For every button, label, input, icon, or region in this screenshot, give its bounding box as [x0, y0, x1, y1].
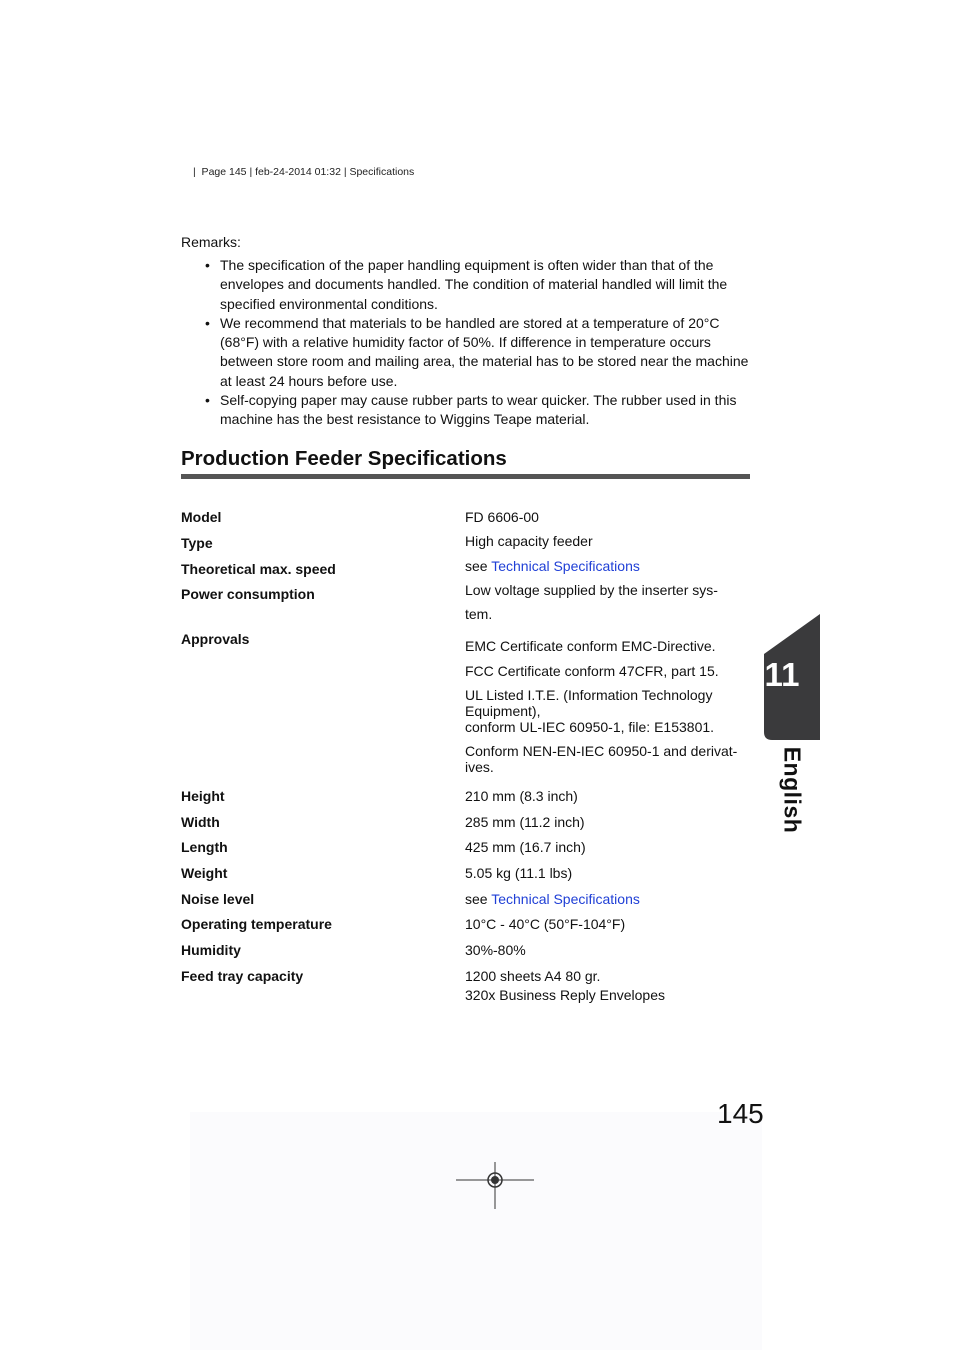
approval-ul-line3: conform UL-IEC 60950-1, file: E153801. [465, 719, 715, 735]
see-text: see [465, 891, 488, 907]
spec-value-tray-line2: 320x Business Reply Envelopes [465, 987, 666, 1003]
running-header: | Page 145 | feb-24-2014 01:32 | Specifications [193, 166, 415, 178]
approval-emc: EMC Certificate conform EMC-Directive. [465, 638, 716, 654]
spec-label-tray: Feed tray capacity [181, 968, 304, 984]
approval-nen-line2: ives. [465, 759, 494, 775]
bullet-icon: • [205, 257, 210, 273]
technical-specifications-link[interactable]: Technical Specifications [491, 891, 640, 907]
spec-label-power: Power consumption [181, 586, 315, 602]
list-item [181, 256, 751, 314]
spec-value-length: 425 mm (16.7 inch) [465, 839, 586, 855]
chapter-number: 11 [764, 656, 800, 693]
page-number: 145 [717, 1098, 764, 1129]
spec-label-height: Height [181, 788, 225, 804]
spec-label-noise: Noise level [181, 891, 255, 907]
approval-nen-line1: Conform NEN-EN-IEC 60950-1 and derivat- [465, 743, 738, 759]
approval-ul-line2: Equipment), [465, 703, 541, 719]
spec-value-speed [465, 558, 750, 574]
spec-value-humidity: 30%-80% [465, 942, 526, 958]
technical-specifications-link[interactable]: Technical Specifications [491, 558, 640, 574]
language-label: English [779, 746, 806, 834]
section-divider [181, 474, 750, 479]
remark-text: We recommend that materials to be handled are stored at a temperature of 20°C (68°F) with a relative humidity factor of 50%. If difference in temperature occurs between store room and mailing area, the material has to be stored near the machine at least 24 hours before use. [220, 314, 749, 389]
spec-value-power-line1: Low voltage supplied by the inserter sys- [465, 582, 718, 598]
spec-label-speed: Theoretical max. speed [181, 561, 336, 577]
spec-value-width: 285 mm (11.2 inch) [465, 814, 585, 830]
see-text: see [465, 558, 488, 574]
spec-value-noise [465, 891, 750, 907]
bullet-icon: • [205, 314, 210, 331]
spec-value-weight: 5.05 kg (11.1 lbs) [465, 865, 573, 881]
spec-value-type: High capacity feeder [465, 533, 593, 549]
spec-label-weight: Weight [181, 865, 228, 881]
approval-ul-line1: UL Listed I.T.E. (Information Technology [465, 687, 713, 703]
bullet-icon: • [205, 392, 210, 409]
spec-label-type: Type [181, 535, 213, 551]
spec-label-temperature: Operating temperature [181, 916, 332, 932]
spec-value-tray-line1: 1200 sheets A4 80 gr. [465, 968, 601, 984]
remarks-list [181, 256, 751, 430]
remark-text: Self-copying paper may cause rubber parts to wear quicker. The rubber used in this machine has the best resistance to Wiggins Teape material. [220, 392, 737, 428]
remark-text: The specification of the paper handling equipment is often wider than that of the envelopes and documents handled. The condition of material handled will limit the specified environmental conditions. [220, 257, 728, 312]
spec-value-power-line2: tem. [465, 606, 493, 622]
section-title: Production Feeder Specifications [181, 447, 507, 470]
page-background-panel [190, 1112, 762, 1350]
spec-value-temperature: 10°C - 40°C (50°F-104°F) [465, 916, 626, 932]
remarks-label: Remarks: [181, 234, 241, 250]
spec-label-length: Length [181, 839, 228, 855]
list-item [181, 314, 751, 391]
spec-label-humidity: Humidity [181, 942, 241, 958]
approval-fcc: FCC Certificate conform 47CFR, part 15. [465, 663, 719, 679]
spec-label-model: Model [181, 509, 222, 525]
spec-value-model: FD 6606-00 [465, 509, 539, 525]
spec-label-width: Width [181, 814, 220, 830]
list-item [181, 391, 751, 430]
spec-label-approvals: Approvals [181, 631, 250, 647]
spec-value-height: 210 mm (8.3 inch) [465, 788, 578, 804]
registration-mark-icon [454, 1160, 536, 1210]
